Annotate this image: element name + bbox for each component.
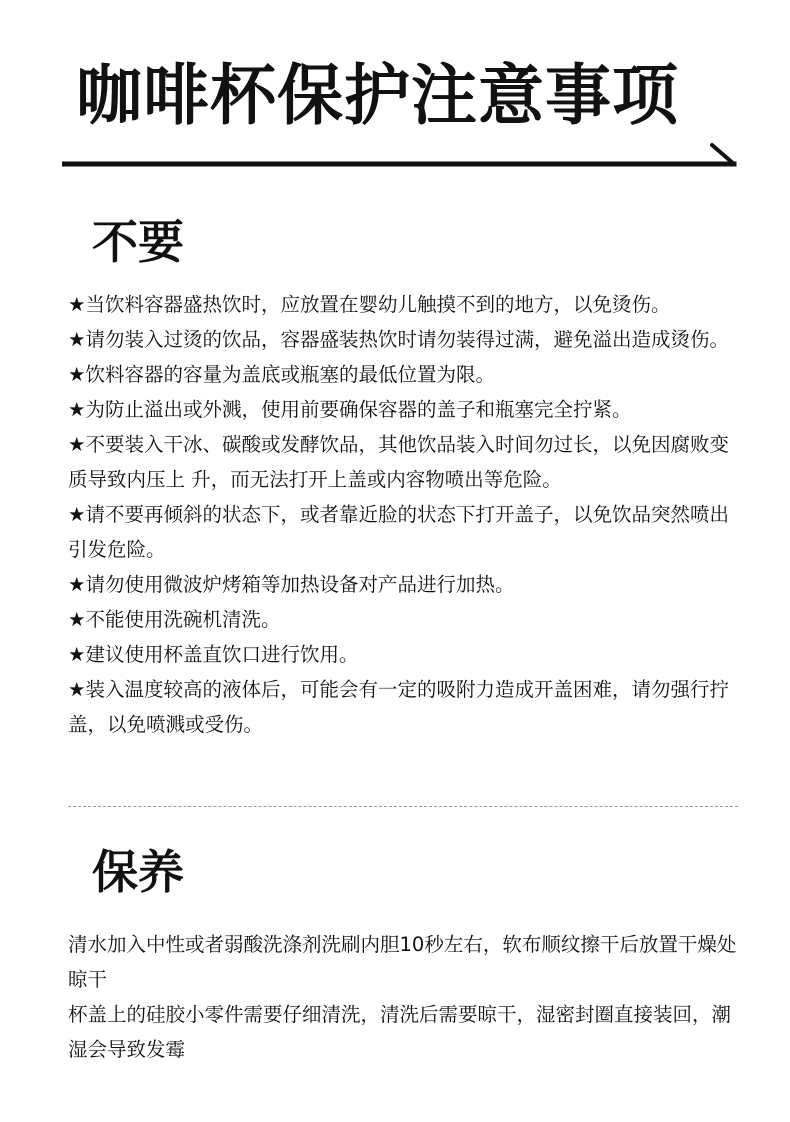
list-item: ★请勿使用微波炉烤箱等加热设备对产品进行加热。 xyxy=(68,573,515,596)
list-item: 清水加入中性或者弱酸洗涤剂洗刷内胆10秒左右，软布顺纹擦干后放置干燥处晾干 xyxy=(68,933,737,991)
section-divider xyxy=(68,806,738,807)
section-heading-dont: 不要 xyxy=(92,215,184,269)
list-item: 杯盖上的硅胶小零件需要仔细清洗，清洗后需要晾干，湿密封圈直接装回，潮湿会导致发霉 xyxy=(68,1003,732,1061)
care-list xyxy=(68,927,738,1067)
list-item: ★建议使用杯盖直饮口进行饮用。 xyxy=(68,643,359,666)
list-item: ★请勿装入过烫的饮品，容器盛装热饮时请勿装得过满，避免溢出造成烫伤。 xyxy=(68,328,729,351)
list-item: ★请不要再倾斜的状态下，或者靠近脸的状态下打开盖子，以免饮品突然喷出引发危险。 xyxy=(68,503,729,561)
list-item: ★不能使用洗碗机清洗。 xyxy=(68,608,281,631)
section-heading-care: 保养 xyxy=(92,845,184,899)
page-title: 咖啡杯保护注意事项 xyxy=(76,57,679,134)
title-underline xyxy=(62,142,742,172)
list-item: ★饮料容器的容量为盖底或瓶塞的最低位置为限。 xyxy=(68,363,495,386)
list-item: ★当饮料容器盛热饮时，应放置在婴幼儿触摸不到的地方，以免烫伤。 xyxy=(68,293,671,316)
list-item: ★为防止溢出或外溅，使用前要确保容器的盖子和瓶塞完全拧紧。 xyxy=(68,398,632,421)
list-item: ★不要装入干冰、碳酸或发酵饮品，其他饮品装入时间勿过长，以免因腐败变质导致内压上 升，而无法打开上盖或内容物喷出等危险。 xyxy=(68,433,729,491)
list-item: ★装入温度较高的液体后，可能会有一定的吸附力造成开盖困难，请勿强行拧盖，以免喷溅或受伤。 xyxy=(68,678,729,736)
dont-list xyxy=(68,287,738,742)
